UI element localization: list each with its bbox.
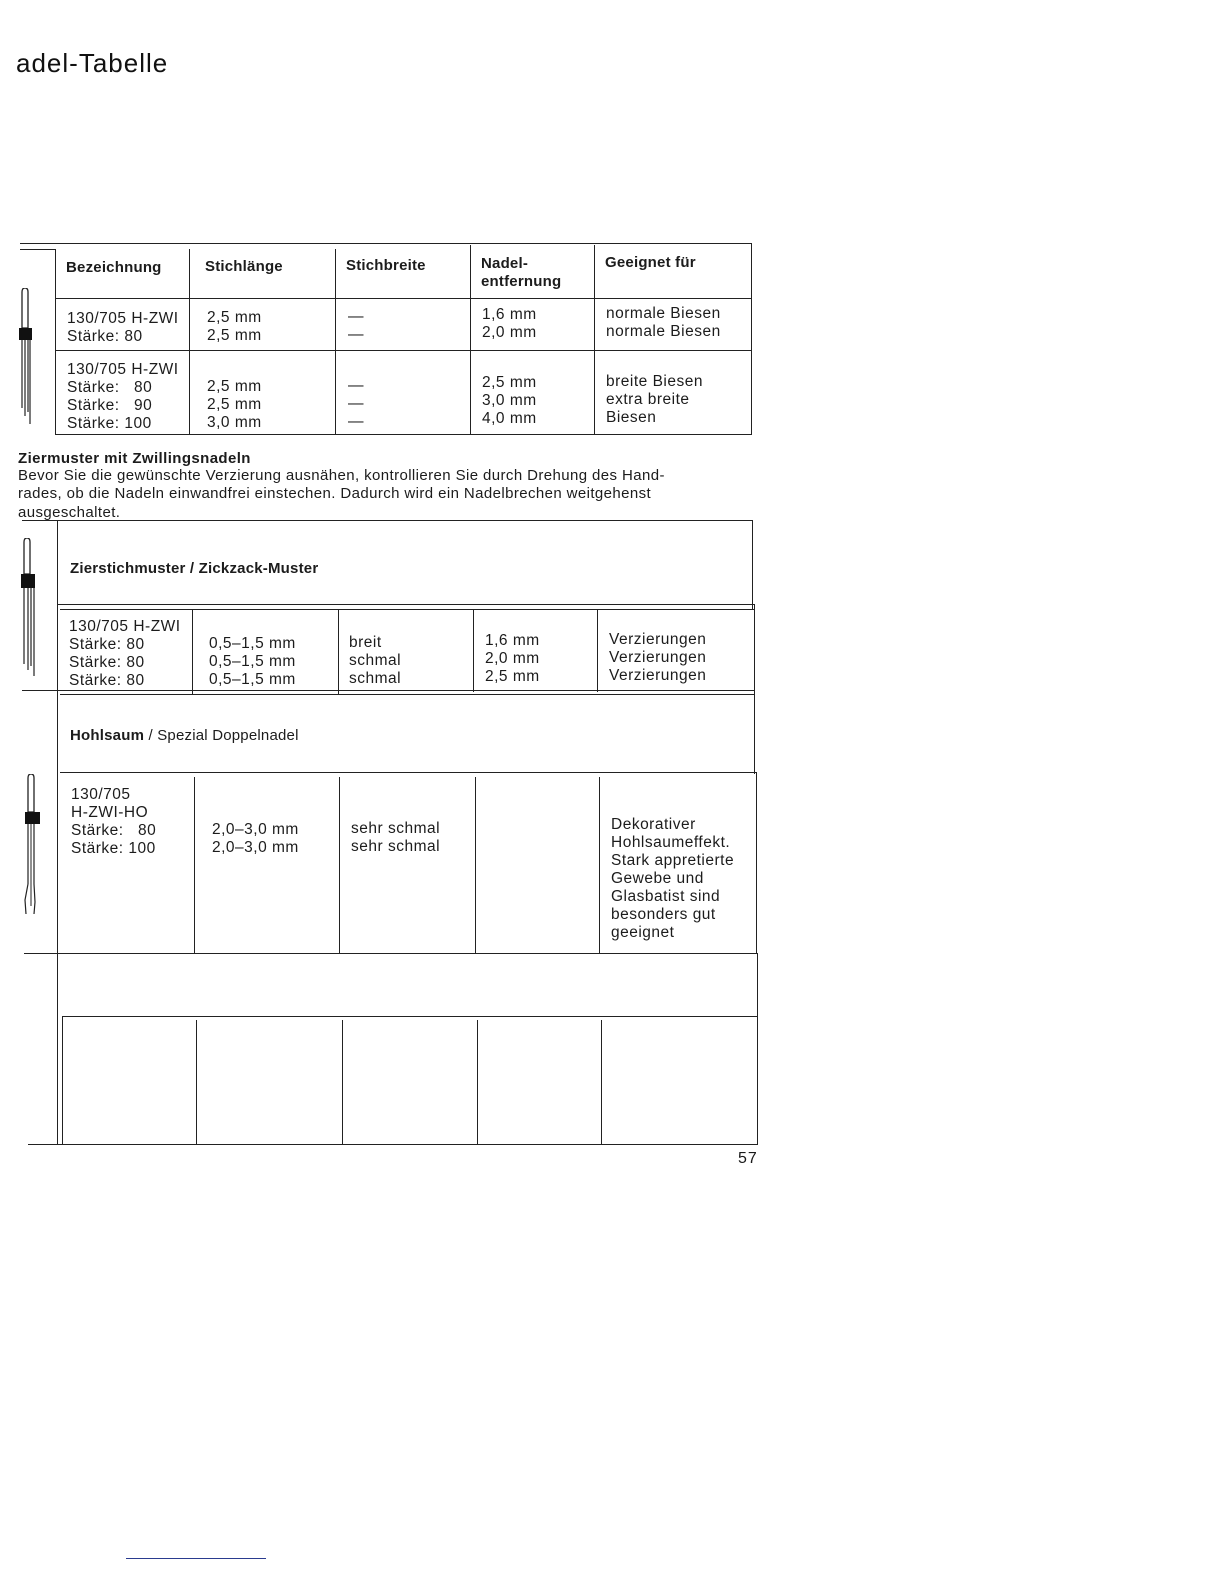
header-bezeichnung: Bezeichnung	[66, 259, 162, 276]
header-nadelentfernung: Nadel- entfernung	[481, 255, 562, 290]
note-heading: Ziermuster mit Zwillingsnadeln	[18, 450, 251, 467]
section-title-hohlsaum-rest: / Spezial Doppelnadel	[144, 727, 299, 744]
hohlsaum-stichbreite: sehr schmal sehr schmal	[351, 820, 441, 855]
page-number: 57	[738, 1150, 758, 1167]
note-line-2: rades, ob die Nadeln einwandfrei einstechen. Dadurch wird ein Nadelbrechen weitgehenst	[18, 485, 652, 502]
header-stichbreite: Stichbreite	[346, 257, 426, 274]
zierstich-bezeichnung: 130/705 H-ZWI Stärke: 80 Stärke: 80 Stärke: 80	[69, 618, 181, 689]
hohlsaum-geeignet: Dekorativer Hohlsaumeffekt. Stark appretierte Gewebe und Glasbatist sind besonders gut geeignet	[611, 816, 735, 941]
hohlsaum-bezeichnung: 130/705 H-ZWI-HO Stärke: 80 Stärke: 100	[71, 786, 157, 857]
hohlsaum-needle-icon	[16, 774, 56, 918]
section-title-hohlsaum-bold: Hohlsaum	[70, 727, 145, 744]
table-row-2-stichlaenge: 2,5 mm 2,5 mm 3,0 mm	[207, 378, 262, 431]
table-row-1-stichlaenge: 2,5 mm 2,5 mm	[207, 309, 262, 344]
section-title-hohlsaum	[70, 727, 299, 744]
table-row-1-geeignet: normale Biesen normale Biesen	[606, 305, 721, 340]
zierstich-nadelentfernung: 1,6 mm 2,0 mm 2,5 mm	[485, 632, 540, 685]
page-title: adel-Tabelle	[16, 48, 169, 78]
table-row-2-bezeichnung: 130/705 H-ZWI Stärke: 80 Stärke: 90 Stärke: 100	[67, 361, 179, 432]
note-line-1: Bevor Sie die gewünschte Verzierung ausnähen, kontrollieren Sie durch Drehung des Hand-	[18, 467, 665, 484]
twin-needle-icon-1	[12, 288, 52, 432]
table-row-1-bezeichnung: 130/705 H-ZWI Stärke: 80	[67, 310, 179, 345]
hohlsaum-stichlaenge: 2,0–3,0 mm 2,0–3,0 mm	[212, 821, 299, 856]
table-row-1-stichbreite: — —	[348, 308, 364, 343]
footer-rule	[126, 1558, 266, 1559]
header-geeignet: Geeignet für	[605, 254, 696, 271]
table-row-2-geeignet: breite Biesen extra breite Biesen	[606, 373, 703, 426]
twin-needle-icon-2	[14, 538, 54, 682]
table-row-2-stichbreite: — — —	[348, 377, 364, 430]
section-title-zierstich: Zierstichmuster / Zickzack-Muster	[70, 560, 319, 577]
zierstich-geeignet: Verzierungen Verzierungen Verzierungen	[609, 631, 707, 684]
zierstich-stichbreite: breit schmal schmal	[349, 634, 402, 687]
table-row-2-nadelentfernung: 2,5 mm 3,0 mm 4,0 mm	[482, 374, 537, 427]
header-stichlaenge: Stichlänge	[205, 258, 283, 275]
zierstich-stichlaenge: 0,5–1,5 mm 0,5–1,5 mm 0,5–1,5 mm	[209, 635, 296, 688]
note-line-3: ausgeschaltet.	[18, 504, 121, 521]
table-row-1-nadelentfernung: 1,6 mm 2,0 mm	[482, 306, 537, 341]
